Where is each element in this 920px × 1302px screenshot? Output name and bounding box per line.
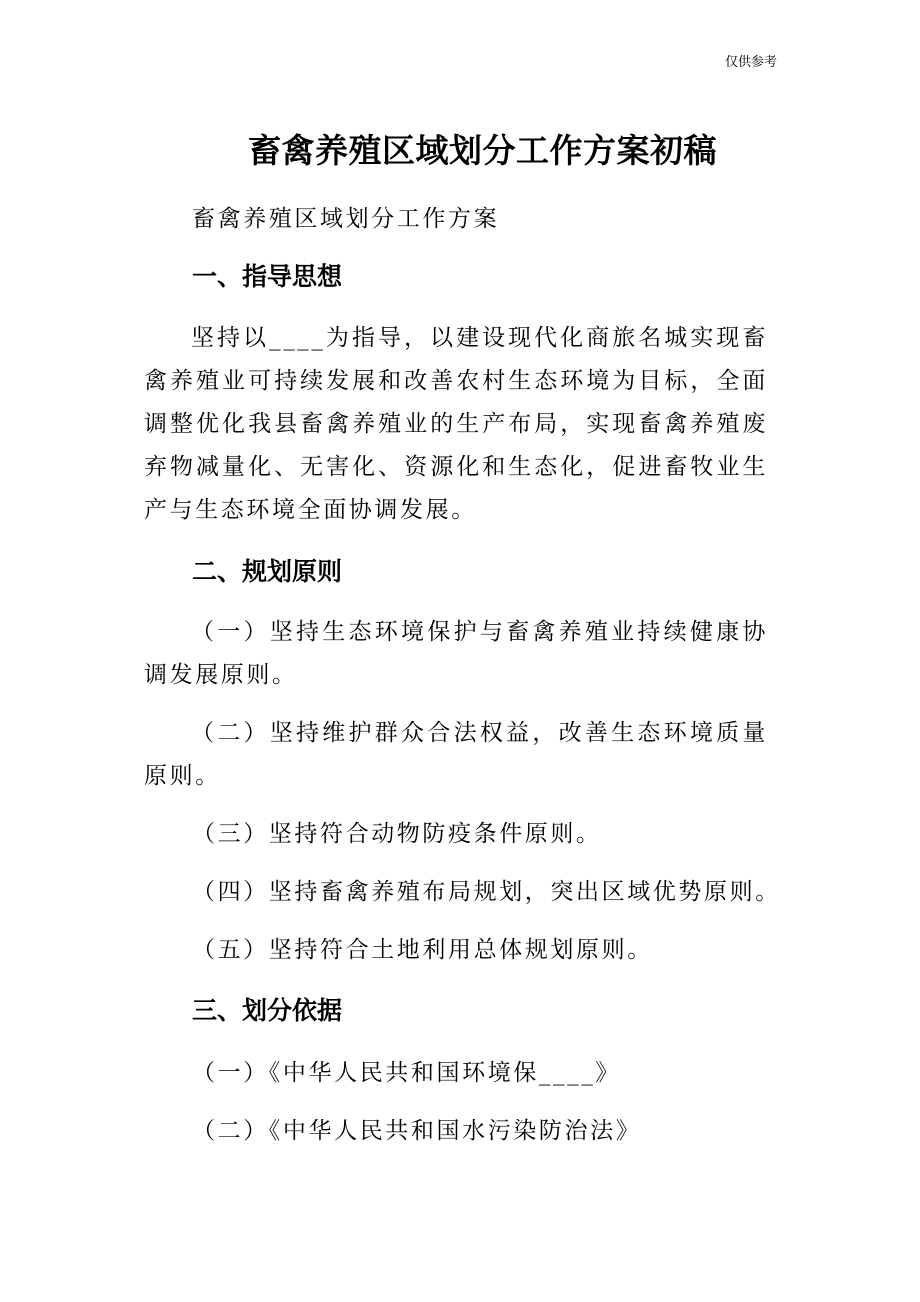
reference-note: 仅供参考 — [725, 55, 778, 70]
basis-item-1: （一）《中华人民共和国环境保____》 — [192, 1060, 621, 1086]
basis-item-2: （二）《中华人民共和国水污染防治法》 — [192, 1118, 642, 1144]
principle-item-3: （三）坚持符合动物防疫条件原则。 — [192, 821, 602, 847]
section-heading-guiding: 一、指导思想 — [192, 262, 343, 291]
principle-item-1: （一）坚持生态环境保护与畜禽养殖业持续健康协调发展原则。 — [144, 619, 768, 688]
principle-item-4: （四）坚持畜禽养殖布局规划，突出区域优势原则。 — [192, 879, 781, 905]
section-heading-basis: 三、划分依据 — [192, 996, 343, 1025]
principle-item-2: （二）坚持维护群众合法权益，改善生态环境质量原则。 — [144, 720, 768, 789]
guiding-paragraph: 坚持以____为指导，以建设现代化商旅名城实现畜禽养殖业可持续发展和改善农村生态环境为目标，全面调整优化我县畜禽养殖业的生产布局，实现畜禽养殖废弃物减量化、无害化、资源化和生态化，促进畜牧业生产与生态环境全面协调发展。 — [144, 325, 768, 523]
section-heading-principles: 二、规划原则 — [192, 557, 343, 586]
document-subtitle: 畜禽养殖区域划分工作方案 — [192, 206, 500, 232]
principle-item-5: （五）坚持符合土地利用总体规划原则。 — [192, 937, 653, 963]
document-title: 畜禽养殖区域划分工作方案初稿 — [248, 131, 717, 170]
